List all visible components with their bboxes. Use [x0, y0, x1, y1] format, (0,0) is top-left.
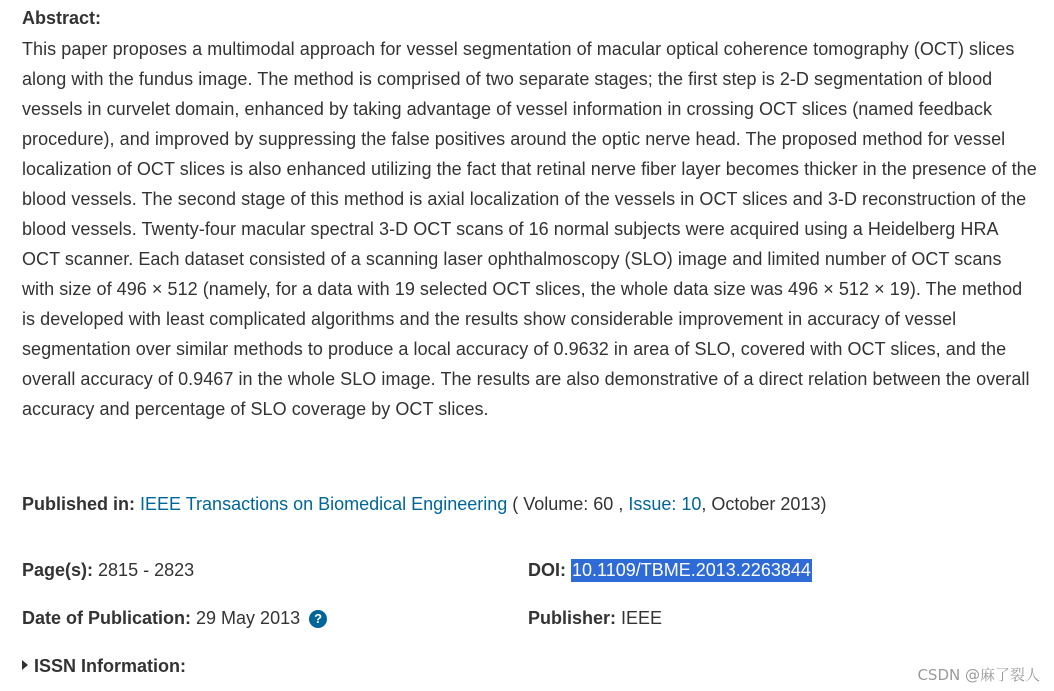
issue-link[interactable]: Issue: 10 — [628, 494, 702, 514]
pages-row — [22, 557, 194, 583]
date-of-publication-row — [22, 605, 327, 631]
volume-text: ( Volume: 60 , — [512, 494, 624, 514]
issn-label: ISSN Information: — [34, 656, 186, 676]
publisher-value: IEEE — [621, 608, 663, 628]
date-of-publication-value: 29 May 2013 — [196, 608, 301, 628]
publisher-row — [528, 605, 662, 631]
abstract-text: This paper proposes a multimodal approach for vessel segmentation of macular optical coherence tomography (OCT) slices along with the fundus image. The method is comprised of two separate stages; the first step is 2-D segmentation of blood vessels in curvelet domain, enhanced by taking advantage of vessel information in crossing OCT slices (named feedback procedure), and improved by suppressing the false positives around the optic nerve head. The proposed method for vessel localization of OCT slices is also enhanced utilizing the fact that retinal nerve fiber layer becomes thicker in the presence of the blood vessels. The second stage of this method is axial localization of the vessels in OCT slices and 3-D reconstruction of the blood vessels. Twenty-four macular spectral 3-D OCT scans of 16 normal subjects were acquired using a Heidelberg HRA OCT scanner. Each dataset consisted of a scanning laser ophthalmoscopy (SLO) image and limited number of OCT scans with size of 496 × 512 (namely, for a data with 19 selected OCT slices, the whole data size was 496 × 512 × 19). The method is developed with least complicated algorithms and the results show considerable improvement in accuracy of vessel segmentation over similar methods to produce a local accuracy of 0.9632 in area of SLO, covered with OCT slices, and the overall accuracy of 0.9467 in the whole SLO image. The results are also demonstrative of a direct relation between the overall accuracy and percentage of SLO coverage by OCT slices. — [22, 39, 1037, 419]
pages-value: 2815 - 2823 — [98, 560, 195, 580]
abstract-heading: Abstract: — [22, 8, 102, 28]
doi-link[interactable]: 10.1109/TBME.2013.2263844 — [572, 560, 811, 580]
abstract-section — [22, 6, 1037, 424]
help-question-icon[interactable]: ? — [309, 610, 327, 628]
issn-toggle[interactable] — [22, 653, 186, 679]
caret-right-icon — [22, 660, 28, 670]
doi-label: DOI: — [528, 560, 566, 580]
date-of-publication-label: Date of Publication: — [22, 608, 192, 628]
publisher-label: Publisher: — [528, 608, 617, 628]
journal-link[interactable]: IEEE Transactions on Biomedical Engineering — [140, 494, 508, 514]
pages-label: Page(s): — [22, 560, 94, 580]
watermark: CSDN @麻了裂人 — [917, 666, 1040, 684]
doi-row — [528, 557, 812, 583]
issue-date-text: , October 2013) — [701, 494, 827, 514]
published-in-row — [22, 491, 826, 517]
published-in-label: Published in: — [22, 494, 136, 514]
